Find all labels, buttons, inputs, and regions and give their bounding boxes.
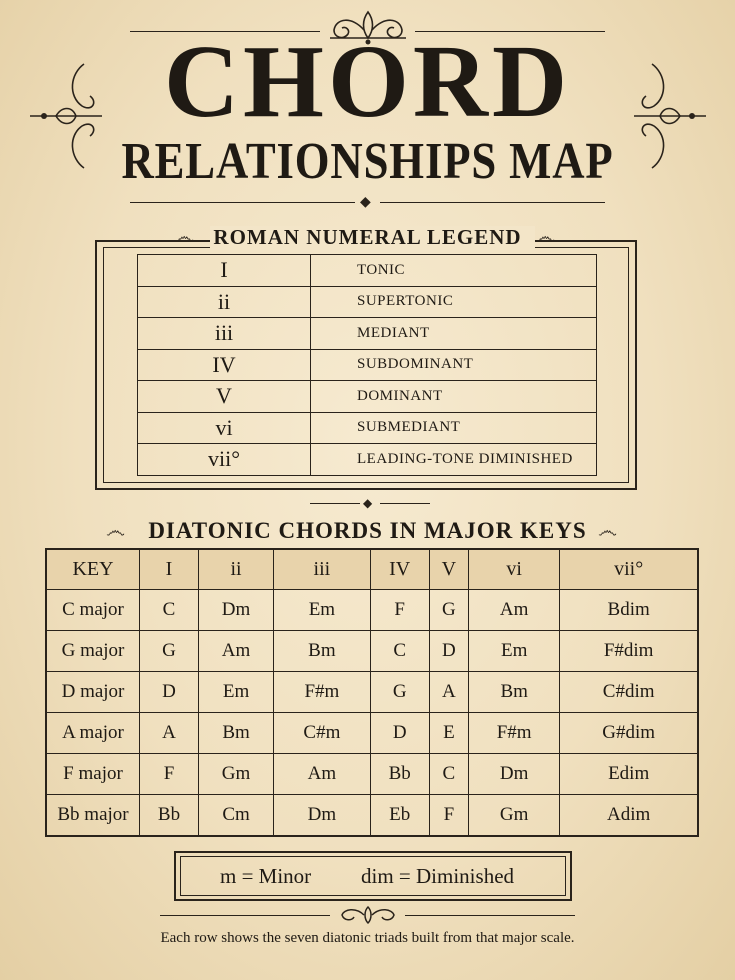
chord-cell: F bbox=[429, 795, 468, 837]
chord-cell: C#dim bbox=[560, 672, 698, 713]
title-rule-left bbox=[130, 202, 355, 203]
legend-row bbox=[138, 444, 597, 476]
degree-column-header: ii bbox=[199, 549, 274, 590]
chord-cell: G bbox=[370, 672, 429, 713]
legend-function-name: MEDIANT bbox=[311, 318, 597, 350]
chord-cell: Dm bbox=[274, 795, 371, 837]
chord-cell: Am bbox=[469, 590, 560, 631]
key-name-cell: A major bbox=[46, 713, 140, 754]
chord-cell: C bbox=[140, 590, 199, 631]
chord-cell: Em bbox=[199, 672, 274, 713]
chord-cell: A bbox=[140, 713, 199, 754]
chord-cell: Bm bbox=[199, 713, 274, 754]
chord-cell: Edim bbox=[560, 754, 698, 795]
legend-function-name: TONIC bbox=[311, 255, 597, 287]
footer-note: Each row shows the seven diatonic triads built from that major scale. bbox=[160, 930, 575, 946]
legend-heading: ROMAN NUMERAL LEGEND bbox=[213, 225, 522, 249]
chord-cell: Bb bbox=[140, 795, 199, 837]
diamond-ornament-icon: ◆ bbox=[360, 194, 371, 210]
title-chord: CHORD bbox=[163, 24, 572, 139]
legend-function-name: SUBMEDIANT bbox=[311, 412, 597, 444]
chord-cell: Dm bbox=[469, 754, 560, 795]
chord-cell: Adim bbox=[560, 795, 698, 837]
chord-cell: Am bbox=[274, 754, 371, 795]
degree-column-header: iii bbox=[274, 549, 371, 590]
degree-column-header: vii° bbox=[560, 549, 698, 590]
legend-row bbox=[138, 412, 597, 444]
key-name-cell: D major bbox=[46, 672, 140, 713]
chord-cell: F#dim bbox=[560, 631, 698, 672]
bottom-flourish-icon bbox=[330, 903, 406, 927]
legend-numeral: vi bbox=[138, 412, 311, 444]
legend-numeral: ii bbox=[138, 286, 311, 318]
chord-cell: D bbox=[140, 672, 199, 713]
key-name-cell: Bb major bbox=[46, 795, 140, 837]
degree-column-header: IV bbox=[370, 549, 429, 590]
title-relationships-map: RELATIONSHIPS MAP bbox=[121, 133, 614, 190]
chord-cell: D bbox=[429, 631, 468, 672]
chord-cell: Em bbox=[274, 590, 371, 631]
legend-function-name: DOMINANT bbox=[311, 381, 597, 413]
legend-numeral: IV bbox=[138, 349, 311, 381]
scroll-left-icon: ෴ bbox=[175, 224, 194, 248]
bottom-rule-left bbox=[160, 915, 330, 916]
chord-cell: A bbox=[429, 672, 468, 713]
chord-cell: Bdim bbox=[560, 590, 698, 631]
chord-cell: F bbox=[140, 754, 199, 795]
scroll-right-icon: ෴ bbox=[536, 224, 555, 248]
diatonic-scroll-right-icon: ෴ bbox=[598, 518, 617, 542]
diatonic-scroll-left-icon: ෴ bbox=[106, 518, 125, 542]
chord-cell: G#dim bbox=[560, 713, 698, 754]
chord-cell: C bbox=[370, 631, 429, 672]
legend-row bbox=[138, 255, 597, 287]
table-row bbox=[46, 631, 698, 672]
legend-row bbox=[138, 349, 597, 381]
minor-abbreviation: m = Minor bbox=[220, 864, 312, 888]
chord-cell: G bbox=[140, 631, 199, 672]
key-name-cell: C major bbox=[46, 590, 140, 631]
chord-cell: F#m bbox=[274, 672, 371, 713]
chord-cell: C bbox=[429, 754, 468, 795]
legend-row bbox=[138, 286, 597, 318]
chord-cell: Bm bbox=[274, 631, 371, 672]
chord-cell: F#m bbox=[469, 713, 560, 754]
diminished-abbreviation: dim = Diminished bbox=[361, 864, 515, 888]
legend-function-name: SUBDOMINANT bbox=[311, 349, 597, 381]
chord-cell: Cm bbox=[199, 795, 274, 837]
chord-cell: Gm bbox=[469, 795, 560, 837]
chord-cell: G bbox=[429, 590, 468, 631]
legend-numeral: vii° bbox=[138, 444, 311, 476]
legend-row bbox=[138, 318, 597, 350]
table-row bbox=[46, 713, 698, 754]
chord-cell: Em bbox=[469, 631, 560, 672]
chord-cell: Bm bbox=[469, 672, 560, 713]
title-rule-right bbox=[380, 202, 605, 203]
mid-rule-right bbox=[380, 503, 430, 504]
roman-numeral-legend-table bbox=[137, 254, 597, 476]
table-row bbox=[46, 672, 698, 713]
mid-rule-left bbox=[310, 503, 360, 504]
table-row bbox=[46, 590, 698, 631]
chord-cell: Am bbox=[199, 631, 274, 672]
key-name-cell: G major bbox=[46, 631, 140, 672]
chord-cell: D bbox=[370, 713, 429, 754]
bottom-rule-right bbox=[405, 915, 575, 916]
degree-column-header: vi bbox=[469, 549, 560, 590]
legend-function-name: SUPERTONIC bbox=[311, 286, 597, 318]
table-row bbox=[46, 754, 698, 795]
legend-numeral: iii bbox=[138, 318, 311, 350]
legend-numeral: V bbox=[138, 381, 311, 413]
degree-column-header: I bbox=[140, 549, 199, 590]
legend-function-name: LEADING-TONE DIMINISHED bbox=[311, 444, 597, 476]
chord-cell: Dm bbox=[199, 590, 274, 631]
diatonic-chords-table bbox=[45, 548, 699, 837]
mid-diamond-icon: ◆ bbox=[363, 496, 373, 510]
chord-cell: C#m bbox=[274, 713, 371, 754]
table-row bbox=[46, 795, 698, 837]
chord-cell: Bb bbox=[370, 754, 429, 795]
chord-cell: Eb bbox=[370, 795, 429, 837]
chord-cell: F bbox=[370, 590, 429, 631]
key-column-header: KEY bbox=[46, 549, 140, 590]
legend-row bbox=[138, 381, 597, 413]
legend-numeral: I bbox=[138, 255, 311, 287]
key-name-cell: F major bbox=[46, 754, 140, 795]
chords-header-row bbox=[46, 549, 698, 590]
chord-cell: Gm bbox=[199, 754, 274, 795]
chord-cell: E bbox=[429, 713, 468, 754]
degree-column-header: V bbox=[429, 549, 468, 590]
diatonic-heading: DIATONIC CHORDS IN MAJOR KEYS bbox=[148, 518, 587, 543]
